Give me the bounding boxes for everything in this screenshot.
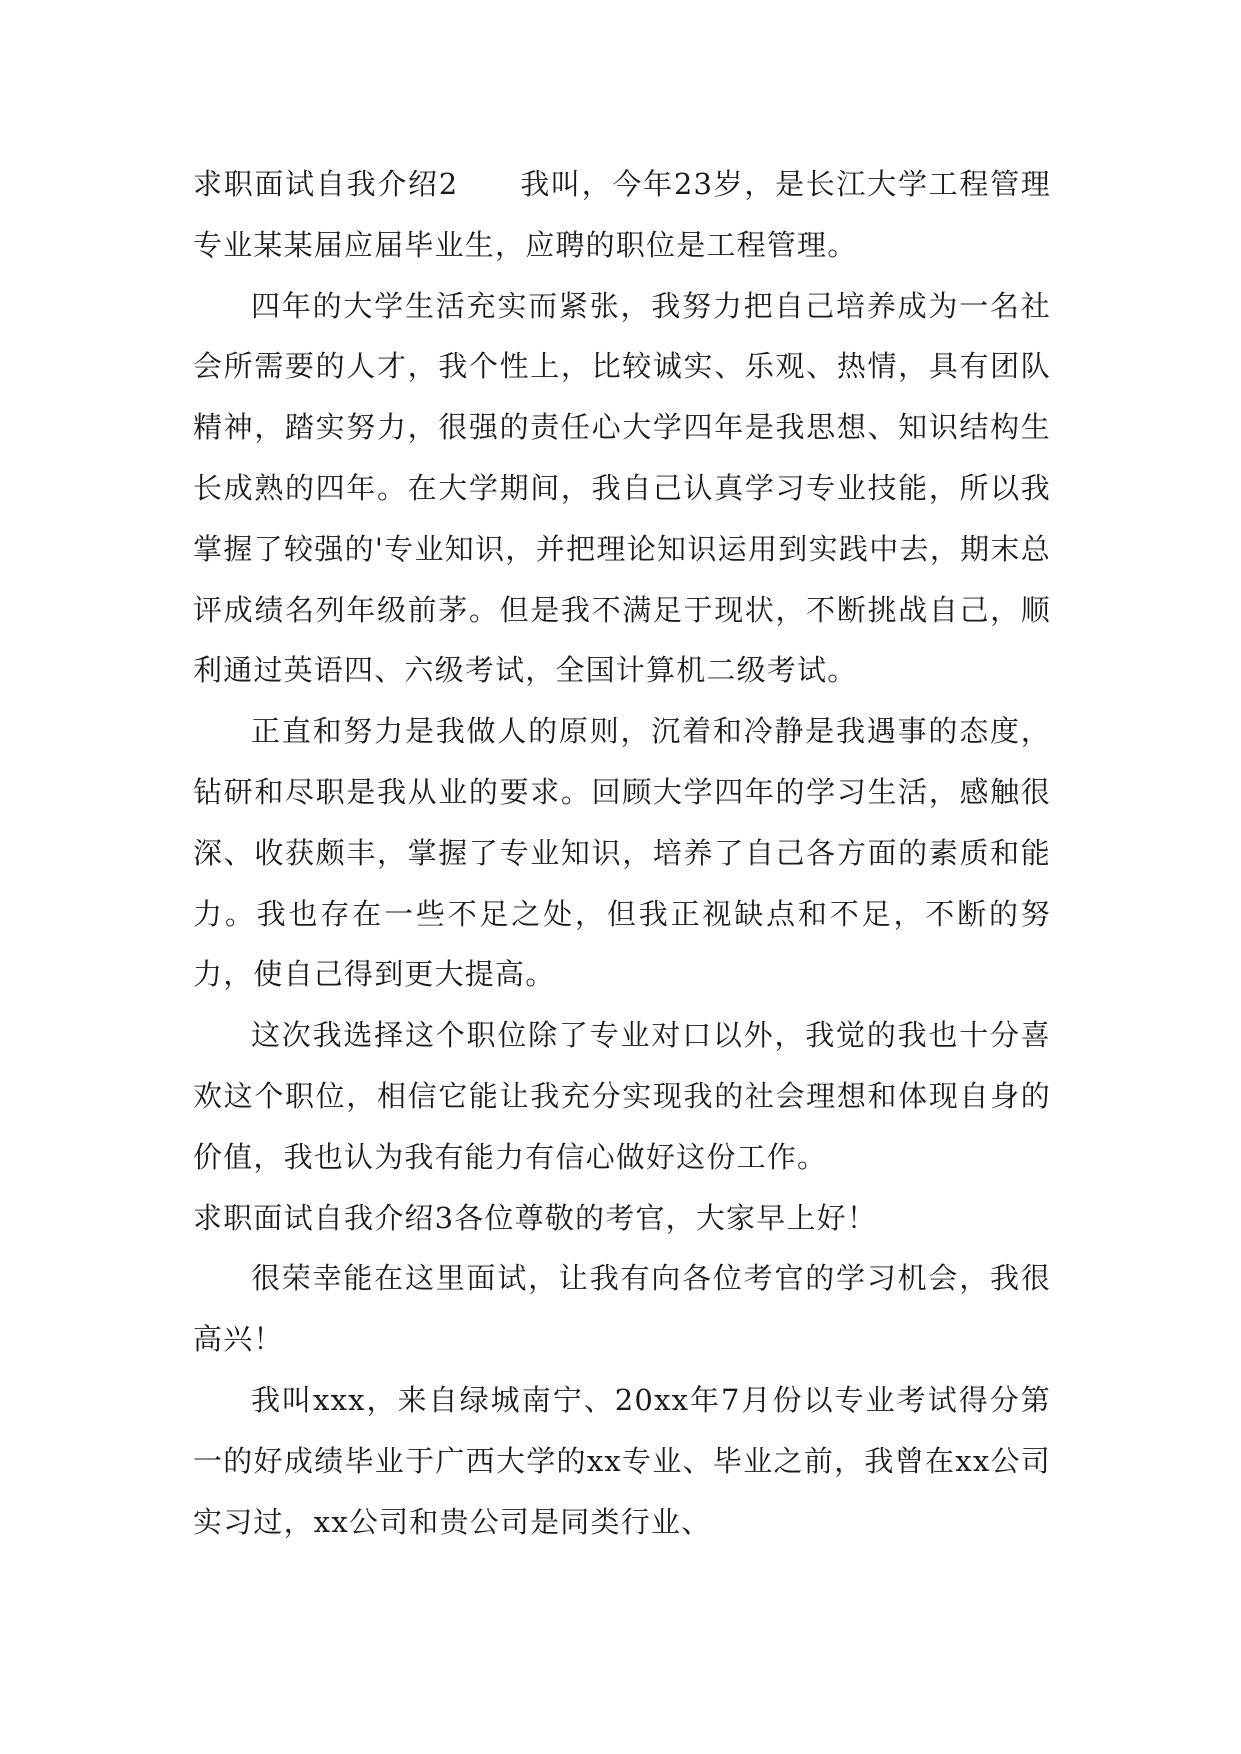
paragraph-intro-2: 求职面试自我介绍2 我叫，今年23岁，是长江大学工程管理专业某某届应届毕业生，应聘的职位是工程管理。 [193, 167, 1051, 262]
paragraph-self-intro: 我叫xxx，来自绿城南宁、20xx年7月份以专业考试得分第一的好成绩毕业于广西大学的xx专业、毕业之前，我曾在xx公司实习过，xx公司和贵公司是同类行业、 [193, 1382, 1051, 1539]
paragraph-university-life: 四年的大学生活充实而紧张，我努力把自己培养成为一名社会所需要的人才，我个性上，比较诚实、乐观、热情，具有团队精神，踏实努力，很强的责任心大学四年是我思想、知识结构生长成熟的四年。在大学期间，我自己认真学习专业技能，所以我掌握了较强的'专业知识，并把理论知识运用到实践中去，期末总评成绩名列年级前茅。但是我不满足于现状，不断挑战自己，顺利通过英语四、六级考试，全国计算机二级考试。 [193, 288, 1051, 688]
paragraph-intro-3: 求职面试自我介绍3各位尊敬的考官，大家早上好！ [193, 1200, 878, 1235]
document-body [193, 154, 1051, 1552]
paragraph-honored: 很荣幸能在这里面试，让我有向各位考官的学习机会，我很高兴！ [193, 1261, 1051, 1357]
paragraph-job-choice: 这次我选择这个职位除了专业对口以外，我觉的我也十分喜欢这个职位，相信它能让我充分实现我的社会理想和体现自身的价值，我也认为我有能力有信心做好这份工作。 [193, 1018, 1051, 1174]
paragraph-principles: 正直和努力是我做人的原则，沉着和冷静是我遇事的态度，钻研和尽职是我从业的要求。回顾大学四年的学习生活，感触很深、收获颇丰，掌握了专业知识，培养了自己各方面的素质和能力。我也存在一些不足之处，但我正视缺点和不足，不断的努力，使自己得到更大提高。 [193, 714, 1051, 992]
